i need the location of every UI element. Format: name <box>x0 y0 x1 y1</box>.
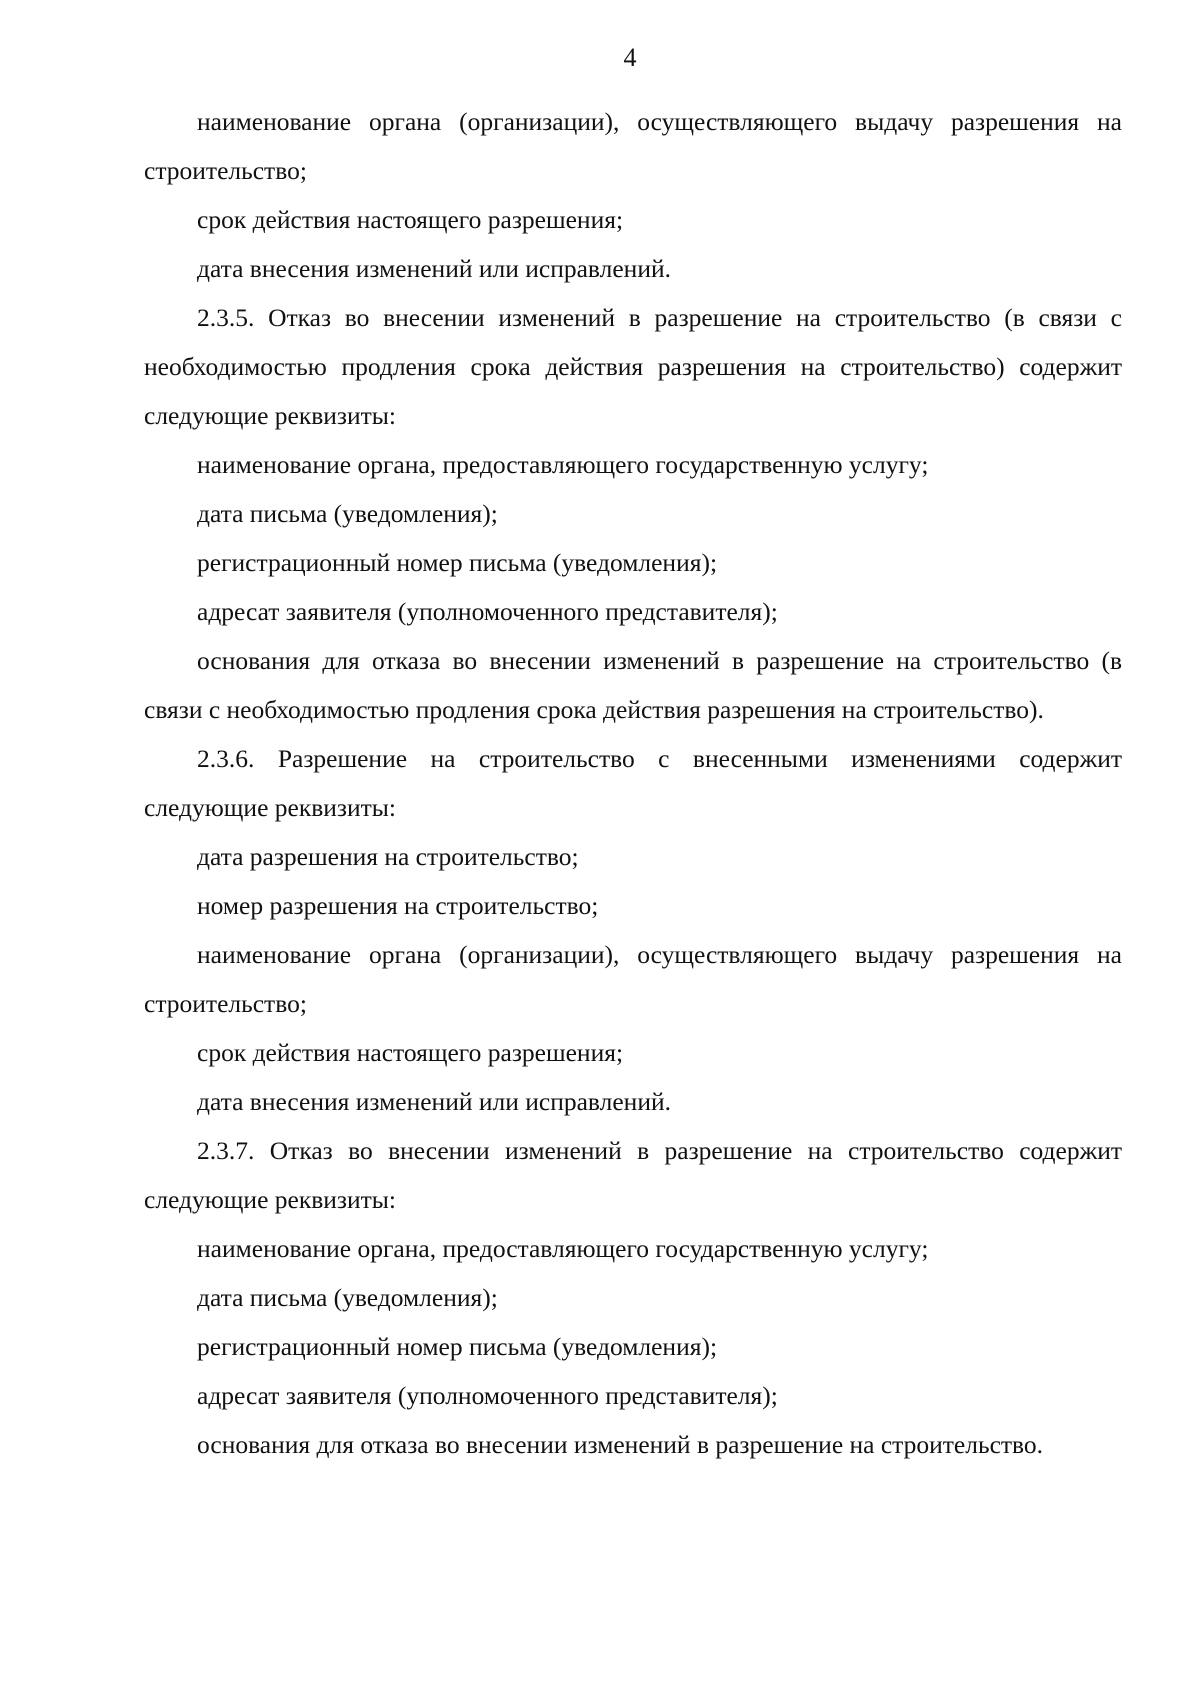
paragraph: основания для отказа во внесении изменений в разрешение на строительство (в связи с необходимостью продления срока действия разрешения на строительство). <box>144 646 1122 724</box>
paragraph: срок действия настоящего разрешения; <box>197 1038 624 1067</box>
paragraph: номер разрешения на строительство; <box>197 891 599 920</box>
paragraph: дата внесения изменений или исправлений. <box>197 1087 671 1116</box>
paragraph: регистрационный номер письма (уведомления); <box>197 548 718 577</box>
paragraph: основания для отказа во внесении изменений в разрешение на строительство. <box>197 1430 1044 1459</box>
paragraph: дата письма (уведомления); <box>197 1283 498 1312</box>
page-number: 4 <box>623 43 637 72</box>
paragraph: дата разрешения на строительство; <box>197 842 579 871</box>
section-2-3-6: 2.3.6. Разрешение на строительство с внесенными изменениями содержит следующие реквизиты: <box>144 744 1122 822</box>
paragraph: адресат заявителя (уполномоченного представителя); <box>197 597 778 626</box>
paragraph: наименование органа (организации), осуществляющего выдачу разрешения на строительство; <box>144 940 1122 1018</box>
paragraph: регистрационный номер письма (уведомления); <box>197 1332 718 1361</box>
paragraph: наименование органа (организации), осуществляющего выдачу разрешения на строительство; <box>144 107 1122 185</box>
paragraph: срок действия настоящего разрешения; <box>197 205 624 234</box>
paragraph: адресат заявителя (уполномоченного представителя); <box>197 1381 778 1410</box>
paragraph: дата письма (уведомления); <box>197 499 498 528</box>
document-body <box>144 97 1122 1469</box>
section-2-3-5: 2.3.5. Отказ во внесении изменений в разрешение на строительство (в связи с необходимостью продления срока действия разрешения на строительство) содержит следующие реквизиты: <box>144 303 1122 430</box>
section-2-3-7: 2.3.7. Отказ во внесении изменений в разрешение на строительство содержит следующие реквизиты: <box>144 1136 1122 1214</box>
paragraph: дата внесения изменений или исправлений. <box>197 254 671 283</box>
paragraph: наименование органа, предоставляющего государственную услугу; <box>197 450 929 479</box>
paragraph: наименование органа, предоставляющего государственную услугу; <box>197 1234 929 1263</box>
